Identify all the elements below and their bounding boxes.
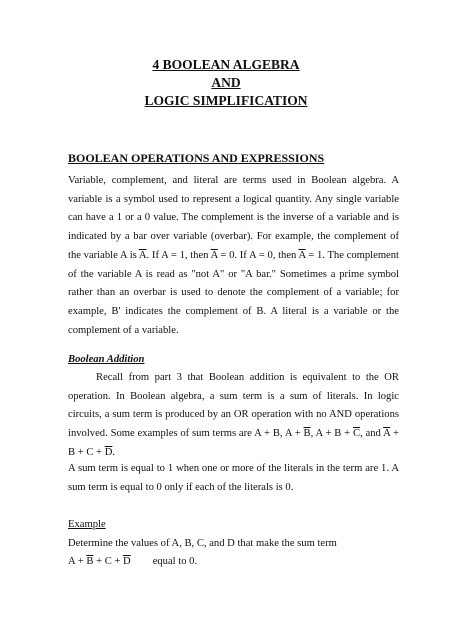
chapter-title-line-1: 4 BOOLEAN ALGEBRA (152, 57, 300, 72)
boolean-addition-heading: Boolean Addition (68, 354, 145, 365)
chapter-title-line-2: AND (211, 75, 241, 90)
example-expression-line (68, 554, 197, 570)
example-expression: $A + \overline{B} + C + \overline{D}$ (68, 556, 131, 567)
example-suffix: equal to 0. (152, 556, 198, 567)
addition-paragraph (68, 369, 399, 463)
addition-text: Recall from part 3 that Boolean addition is equivalent to the OR operation. In Boolean algebra, a sum term is a sum of literals. In logic circuits, a sum term is produced by an OR operation with no AND operations involved. Some examples of sum terms are A + B, $A + \overline{B}$, $A + B + \overline{C}$, and $\overline{A} + B + C + \overline{D}$. (68, 372, 400, 458)
sum-term-rule: A sum term is equal to 1 when one or more of the literals in the term are 1. A sum term is equal to 0 only if each of the literals is 0. (68, 463, 399, 493)
example-heading: Example (68, 519, 106, 530)
example-question: Determine the values of A, B, C, and D that make the sum term (68, 538, 337, 549)
chapter-title-line-3: LOGIC SIMPLIFICATION (144, 93, 308, 108)
intro-text: Variable, complement, and literal are terms used in Boolean algebra. A variable is a symbol used to represent a logical quantity. Any single variable can have a 1 or a 0 value. The complement is the inverse of a variable and is indicated by a bar over variable (overbar). For example, the complement of the variable A is $\overline{A}$. If A = 1, then $\overline{A} = 0$. If A = 0, then $\overline{A} = 1$. The complement of the variable A is read as "not A" or "A bar." Sometimes a prime symbol rather than an overbar is used to denote the complement of a variable; for example, B' indicates the complement of B. A literal is a variable or the complement of a variable. (68, 175, 399, 336)
intro-paragraph (68, 172, 399, 340)
section-heading: BOOLEAN OPERATIONS AND EXPRESSIONS (68, 151, 325, 165)
